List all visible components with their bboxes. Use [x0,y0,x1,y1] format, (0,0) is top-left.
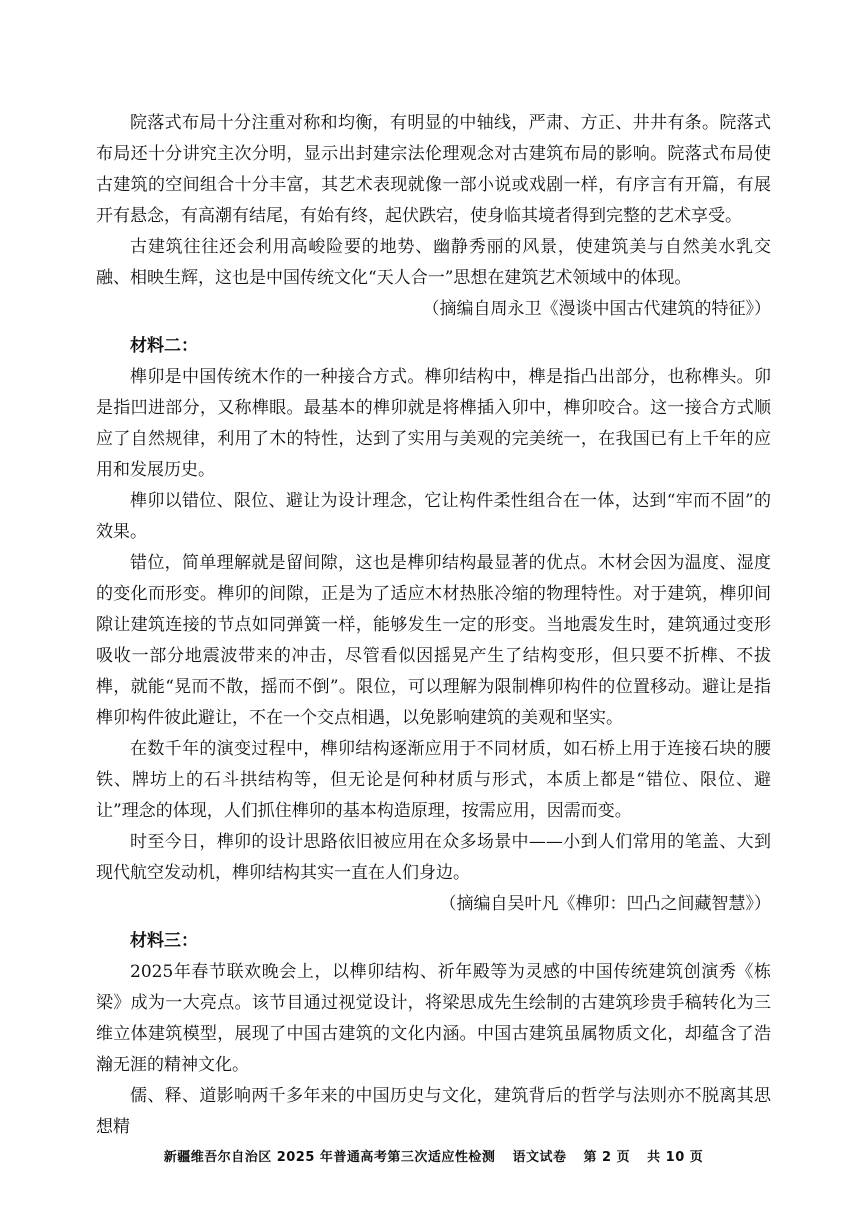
source-citation: （摘编自周永卫《漫谈中国古代建筑的特征》） [422,299,771,319]
paragraph: 2025年春节联欢晚会上，以榫卯结构、祈年殿等为灵感的中国传统建筑创演秀《栋梁》成为一大亮点。该节目通过视觉设计，将梁思成先生绘制的古建筑珍贵手稿转化为三维立体建筑模型，展现了中国古建筑的文化内涵。中国古建筑虽属物质文化，却蕴含了浩瀚无涯的精神文化。 [96,962,771,1075]
section-heading: 材料二： [130,336,198,356]
paragraph: 榫卯是中国传统木作的一种接合方式。榫卯结构中，榫是指凸出部分，也称榫头。卯是指凹进部分，又称榫眼。最基本的榫卯就是将榫插入卯中，榫卯咬合。这一接合方式顺应了自然规律，利用了木的特性，达到了实用与美观的完美统一，在我国已有上千年的应用和发展历史。 [96,367,771,480]
page-number: 第 2 页 [583,1150,631,1165]
subject-label: 语文试卷 [512,1150,567,1165]
paragraph: 古建筑往往还会利用高峻险要的地势、幽静秀丽的风景，使建筑美与自然美水乳交融、相映生辉，这也是中国传统文化“天人合一”思想在建筑艺术领域中的体现。 [96,237,771,288]
page-footer [0,1146,867,1165]
paragraph: 院落式布局十分注重对称和均衡，有明显的中轴线，严肃、方正、井井有条。院落式布局还十分讲究主次分明，显示出封建宗法伦理观念对古建筑布局的影响。院落式布局使古建筑的空间组合十分丰富，其艺术表现就像一部小说或戏剧一样，有序言有开篇，有展开有悬念，有高潮有结尾，有始有终，起伏跌宕，使身临其境者得到完整的艺术享受。 [96,113,771,226]
paragraph: 时至今日，榫卯的设计思路依旧被应用在众多场景中——小到人们常用的笔盖、大到现代航空发动机，榫卯结构其实一直在人们身边。 [96,832,771,883]
paragraph: 在数千年的演变过程中，榫卯结构逐渐应用于不同材质，如石桥上用于连接石块的腰铁、牌坊上的石斗拱结构等，但无论是何种材质与形式，本质上都是“错位、限位、避让”理念的体现，人们抓住榫卯的基本构造原理，按需应用，因需而变。 [96,739,771,821]
source-citation: （摘编自吴叶凡《榫卯：凹凸之间藏智慧》） [439,894,771,914]
exam-title: 新疆维吾尔自治区 2025 年普通高考第三次适应性检测 [163,1150,496,1165]
paragraph: 儒、释、道影响两千多年来的中国历史与文化，建筑背后的哲学与法则亦不脱离其思想精 [96,1086,771,1137]
material-three-section [96,926,771,1143]
material-two-section [96,331,771,920]
paragraph: 错位，简单理解就是留间隙，这也是榫卯结构最显著的优点。木材会因为温度、湿度的变化而形变。榫卯的间隙，正是为了适应木材热胀冷缩的物理特性。对于建筑，榫卯间隙让建筑连接的节点如同弹簧一样，能够发生一定的形变。当地震发生时，建筑通过变形吸收一部分地震波带来的冲击，尽管看似因摇晃产生了结构变形，但只要不折榫、不拔榫，就能“晃而不散，摇而不倒”。限位，可以理解为限制榫卯构件的位置移动。避让是指榫卯构件彼此避让，不在一个交点相遇，以免影响建筑的美观和坚实。 [96,553,771,728]
page-content [96,108,771,1143]
material-one-section [96,108,771,325]
total-pages: 共 10 页 [647,1150,704,1165]
paragraph: 榫卯以错位、限位、避让为设计理念，它让构件柔性组合在一体，达到“牢而不固”的效果。 [96,491,771,542]
section-heading: 材料三： [130,931,198,951]
